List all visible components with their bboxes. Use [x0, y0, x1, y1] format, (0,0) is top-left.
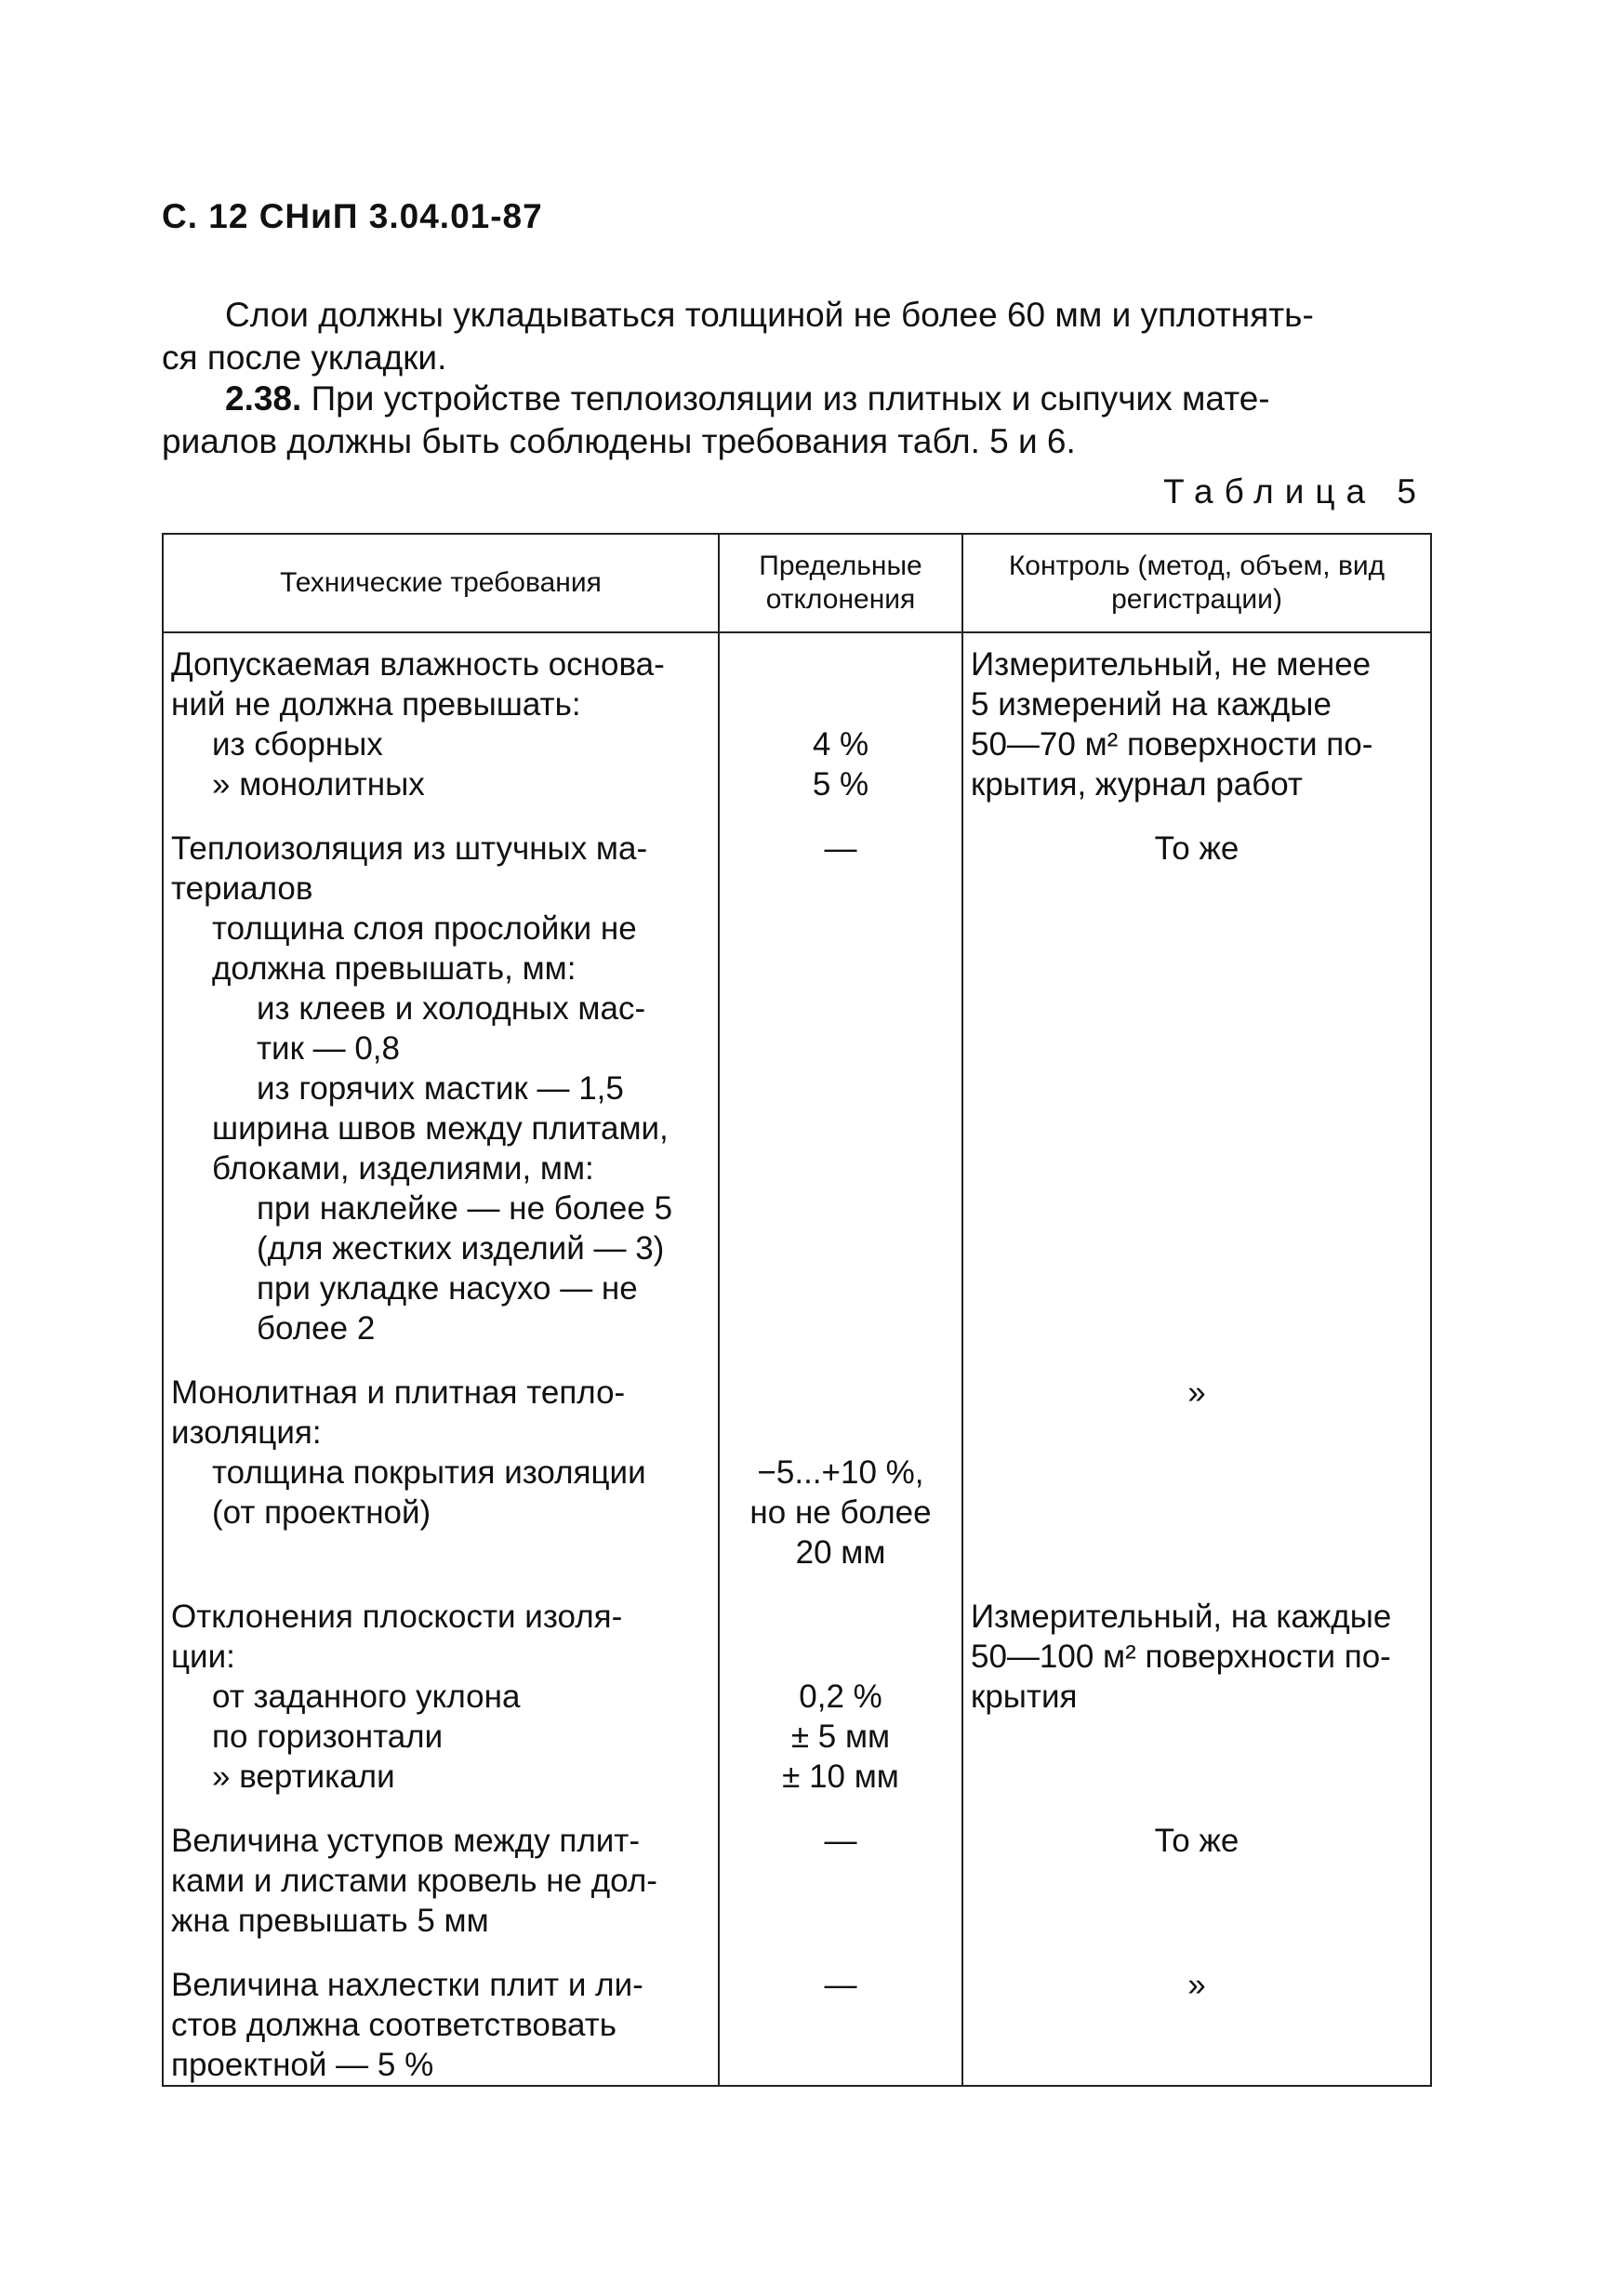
spacer-cell [163, 1797, 719, 1821]
paragraph-line-text: При устройстве теплоизоляции из плитных и сыпучих мате- [301, 379, 1270, 418]
control-cell [962, 829, 1431, 1348]
page-header: С. 12 СНиП 3.04.01-87 [162, 197, 543, 235]
requirements-table [162, 533, 1432, 2087]
deviation-value: — [824, 1967, 857, 2003]
spacer-cell [163, 804, 719, 829]
requirement-line: (для жестких изделий — 3) [257, 1230, 665, 1267]
spacer-cell [163, 1941, 719, 1965]
row-spacer [163, 1797, 1431, 1821]
paragraph-line: риалов должны быть соблюдены требования табл. 5 и 6. [162, 422, 1076, 460]
requirement-cell [163, 1597, 719, 1797]
deviation-cell [719, 1821, 962, 1941]
requirement-cell [163, 829, 719, 1348]
paragraph-line [162, 378, 1426, 420]
requirement-cell [163, 1373, 719, 1573]
table-row [163, 1965, 1431, 2086]
deviation-value: ± 5 мм [790, 1719, 891, 1755]
table-row [163, 1597, 1431, 1797]
control-line: крытия [971, 1679, 1078, 1715]
control-line: То же [1154, 1823, 1239, 1859]
spacer-cell [962, 804, 1431, 829]
spacer-cell [962, 1348, 1431, 1373]
requirement-line: териалов [171, 870, 313, 907]
requirement-line: ками и листами кровель не дол- [171, 1863, 657, 1899]
table-header-row [163, 534, 1431, 632]
requirement-line: по горизонтали [212, 1719, 444, 1755]
clause-number: 2.38. [225, 379, 302, 418]
table-row [163, 632, 1431, 804]
control-cell [962, 1965, 1431, 2086]
deviation-value: −5...+10 %, [757, 1454, 924, 1491]
requirement-line: более 2 [257, 1310, 376, 1347]
deviation-value: 20 мм [795, 1534, 886, 1571]
deviation-value [727, 1413, 954, 1453]
paragraph-2-38 [162, 378, 1426, 463]
spacer-cell [719, 1348, 962, 1373]
control-line: Измерительный, на каждые [971, 1599, 1392, 1635]
control-cell [962, 1821, 1431, 1941]
table-row [163, 1373, 1431, 1573]
requirement-line: из сборных [212, 726, 383, 763]
requirement-line: жна превышать 5 мм [171, 1903, 489, 1939]
control-line: 50—70 м² поверхности по- [971, 726, 1373, 763]
control-line: Измерительный, не менее [971, 646, 1372, 683]
requirement-line: Теплоизоляция из штучных ма- [171, 830, 648, 867]
requirement-line: ний не должна превышать: [171, 686, 581, 723]
requirement-line: (от проектной) [212, 1494, 431, 1531]
paragraph-line: ся после укладки. [162, 338, 447, 377]
requirement-line: ции: [171, 1639, 235, 1675]
requirement-line: » монолитных [212, 766, 425, 803]
paragraph-line: Слои должны укладываться толщиной не более 60 мм и уплотнять- [225, 296, 1314, 334]
requirement-line: тик — 0,8 [257, 1030, 400, 1067]
requirement-line: проектной — 5 % [171, 2047, 434, 2083]
requirement-line: из клеев и холодных мас- [257, 990, 646, 1027]
deviation-cell [719, 1373, 962, 1573]
row-spacer [163, 1941, 1431, 1965]
control-line: 5 измерений на каждые [971, 686, 1332, 723]
requirement-line: Отклонения плоскости изоля- [171, 1599, 623, 1635]
paragraph-layers [162, 294, 1426, 379]
deviation-value: 4 % [812, 726, 869, 763]
requirement-cell [163, 1821, 719, 1941]
requirement-line: » вертикали [212, 1758, 395, 1795]
requirement-line: изоляция: [171, 1414, 322, 1451]
deviation-cell [719, 829, 962, 1348]
table-row [163, 1821, 1431, 1941]
requirement-line: толщина покрытия изоляции [212, 1454, 646, 1491]
control-line: крытия, журнал работ [971, 766, 1303, 803]
deviation-value: — [824, 830, 857, 867]
control-line: » [1187, 1374, 1206, 1411]
deviation-value: 0,2 % [799, 1679, 882, 1715]
control-line: То же [1154, 830, 1239, 867]
requirement-line: при наклейке — не более 5 [257, 1190, 673, 1227]
requirement-line: Величина уступов между плит- [171, 1823, 640, 1859]
control-cell [962, 1373, 1431, 1573]
deviation-value: — [824, 1823, 857, 1859]
deviation-value [727, 1637, 954, 1677]
control-line: 50—100 м² поверхности по- [971, 1639, 1391, 1675]
table-caption: Таблица 5 [1163, 472, 1427, 511]
spacer-cell [163, 1573, 719, 1597]
requirement-line: Монолитная и плитная тепло- [171, 1374, 626, 1411]
requirement-line: при укладке насухо — не [257, 1270, 638, 1307]
deviation-value: но не более [749, 1494, 932, 1531]
row-spacer [163, 1348, 1431, 1373]
header-requirements: Технические требования [163, 534, 719, 632]
spacer-cell [719, 1573, 962, 1597]
row-spacer [163, 804, 1431, 829]
spacer-cell [719, 1941, 962, 1965]
header-control: Контроль (метод, объем, вид регистрации) [962, 534, 1431, 632]
requirement-line: стов должна соответствовать [171, 2007, 616, 2043]
spacer-cell [719, 1797, 962, 1821]
spacer-cell [163, 1348, 719, 1373]
requirement-line: Величина нахлестки плит и ли- [171, 1967, 643, 2003]
control-line: » [1187, 1967, 1206, 2003]
control-cell [962, 1597, 1431, 1797]
deviation-value [727, 644, 954, 684]
requirement-line: должна превышать, мм: [212, 950, 577, 987]
deviation-cell [719, 1597, 962, 1797]
requirement-line: от заданного уклона [212, 1679, 521, 1715]
deviation-value [727, 1373, 954, 1413]
requirement-line: Допускаемая влажность основа- [171, 646, 665, 683]
deviation-value [727, 1597, 954, 1637]
control-cell [962, 632, 1431, 804]
deviation-cell [719, 632, 962, 804]
deviation-value: ± 10 мм [782, 1758, 899, 1795]
requirement-line: блоками, изделиями, мм: [212, 1150, 594, 1187]
spacer-cell [962, 1941, 1431, 1965]
requirement-cell [163, 1965, 719, 2086]
requirement-line: толщина слоя прослойки не [212, 910, 637, 947]
deviation-cell [719, 1965, 962, 2086]
deviation-value [727, 684, 954, 724]
spacer-cell [719, 804, 962, 829]
requirement-line: из горячих мастик — 1,5 [257, 1070, 624, 1107]
requirement-cell [163, 632, 719, 804]
table-row [163, 829, 1431, 1348]
deviation-value: 5 % [812, 766, 869, 803]
row-spacer [163, 1573, 1431, 1597]
requirement-line: ширина швов между плитами, [212, 1110, 669, 1147]
spacer-cell [962, 1797, 1431, 1821]
header-deviations: Предельные отклонения [719, 534, 962, 632]
spacer-cell [962, 1573, 1431, 1597]
